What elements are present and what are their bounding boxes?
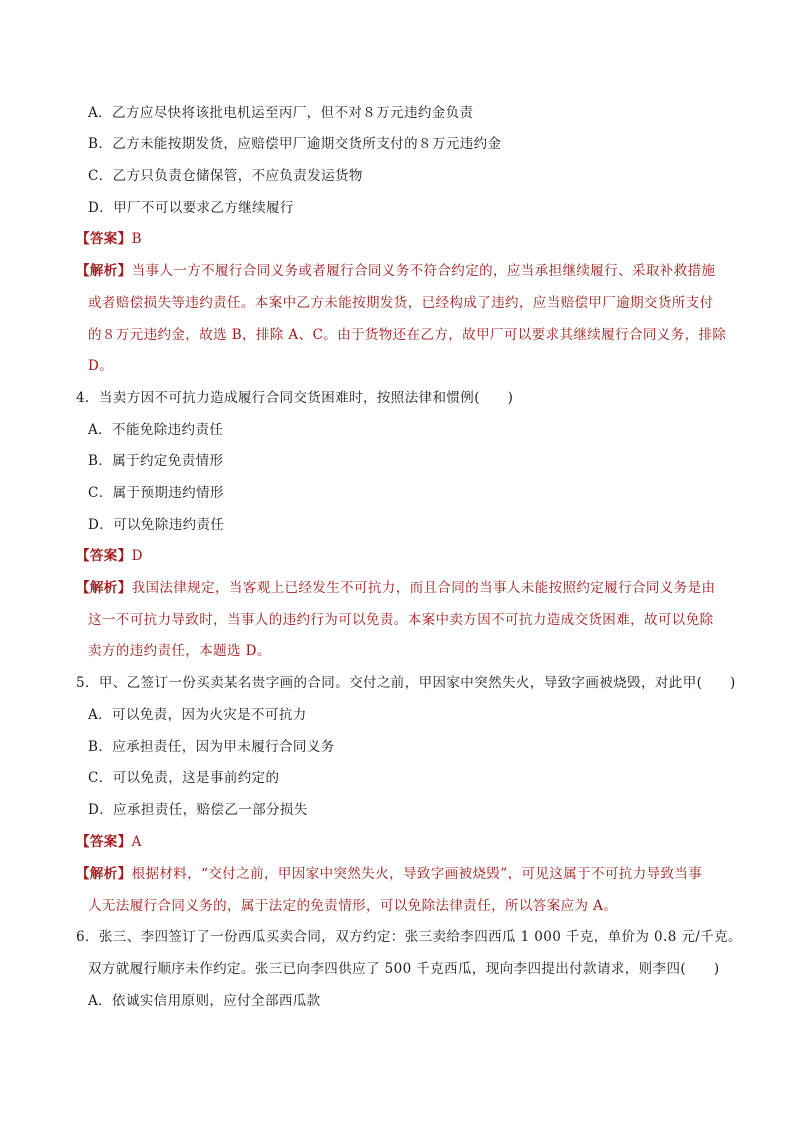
q3-analysis-line-2: 或者赔偿损失等违约责任。本案中乙方未能按期发货，已经构成了违约，应当赔偿甲厂逾期交货所支付 — [88, 295, 714, 311]
q5-stem: 5．甲、乙签订一份买卖某名贵字画的合同。交付之前，甲因家中突然失火，导致字画被烧毁，对此甲( ) — [76, 675, 736, 691]
q3-analysis-line-3: 的８万元违约金，故选 B，排除 A、C。由于货物还在乙方，故甲厂可以要求其继续履行合同义务，排除 — [88, 327, 727, 343]
q4-analysis-line-1: 【解析】我国法律规定，当客观上已经发生不可抗力，而且合同的当事人未能按照约定履行合同义务是由 — [76, 580, 716, 596]
q6-stem-line-1: 6．张三、李四签订了一份西瓜买卖合同，双方约定：张三卖给李四西瓜 1 000 千克，单价为 0.8 元/千克。 — [76, 929, 742, 945]
q3-answer — [76, 229, 142, 249]
q4-analysis-line-2: 这一不可抗力导致时，当事人的违约行为可以免责。本案中卖方因不可抗力造成交货困难，故可以免除 — [88, 612, 714, 628]
q3-option-d: D．甲厂不可以要求乙方继续履行 — [88, 200, 294, 216]
q4-option-c: C．属于预期违约情形 — [88, 485, 224, 501]
analysis-tag: 【解析】 — [76, 263, 132, 279]
q3-analysis-line-1: 【解析】当事人一方不履行合同义务或者履行合同义务不符合约定的，应当承担继续履行、采取补救措施 — [76, 263, 716, 279]
q3-option-c: C．乙方只负责仓储保管，不应负责发运货物 — [88, 168, 363, 184]
analysis-tag: 【解析】 — [76, 866, 132, 882]
q4-option-b: B．属于约定免责情形 — [88, 453, 224, 469]
q4-analysis-line-3: 卖方的违约责任，本题选 D。 — [88, 643, 271, 659]
q5-answer — [76, 832, 142, 852]
answer-tag: 【答案】 — [76, 548, 132, 564]
q4-stem: 4．当卖方因不可抗力造成履行合同交货困难时，按照法律和惯例( ) — [76, 390, 514, 406]
q3-option-b: B．乙方未能按期发货，应赔偿甲厂逾期交货所支付的８万元违约金 — [88, 136, 502, 152]
q5-option-b: B．应承担责任，因为甲未履行合同义务 — [88, 739, 335, 755]
q5-option-d: D．应承担责任，赔偿乙一部分损失 — [88, 802, 308, 818]
q4-answer — [76, 546, 143, 566]
q6-stem-line-2: 双方就履行顺序未作约定。张三已向李四供应了 500 千克西瓜，现向李四提出付款请求，则李四( ) — [88, 961, 720, 977]
answer-value: B — [131, 231, 142, 247]
q4-option-a: A．不能免除违约责任 — [88, 422, 224, 438]
q6-option-a: A．依诚实信用原则，应付全部西瓜款 — [88, 993, 321, 1009]
answer-value: A — [131, 834, 142, 850]
q5-option-c: C．可以免责，这是事前约定的 — [88, 770, 280, 786]
q3-option-a: A．乙方应尽快将该批电机运至丙厂，但不对８万元违约金负责 — [88, 105, 474, 121]
answer-value: D — [131, 548, 143, 564]
q5-analysis-line-1: 【解析】根据材料，“交付之前，甲因家中突然失火，导致字画被烧毁”，可见这属于不可抗力导致当事 — [76, 866, 703, 882]
analysis-tag: 【解析】 — [76, 580, 132, 596]
q3-analysis-line-4: D。 — [88, 358, 114, 374]
answer-tag: 【答案】 — [76, 834, 132, 850]
q5-option-a: A．可以免责，因为火灾是不可抗力 — [88, 707, 307, 723]
q5-analysis-line-2: 人无法履行合同义务的，属于法定的免责情形，可以免除法律责任，所以答案应为 A。 — [88, 898, 618, 914]
q4-option-d: D．可以免除违约责任 — [88, 517, 225, 533]
answer-tag: 【答案】 — [76, 231, 132, 247]
